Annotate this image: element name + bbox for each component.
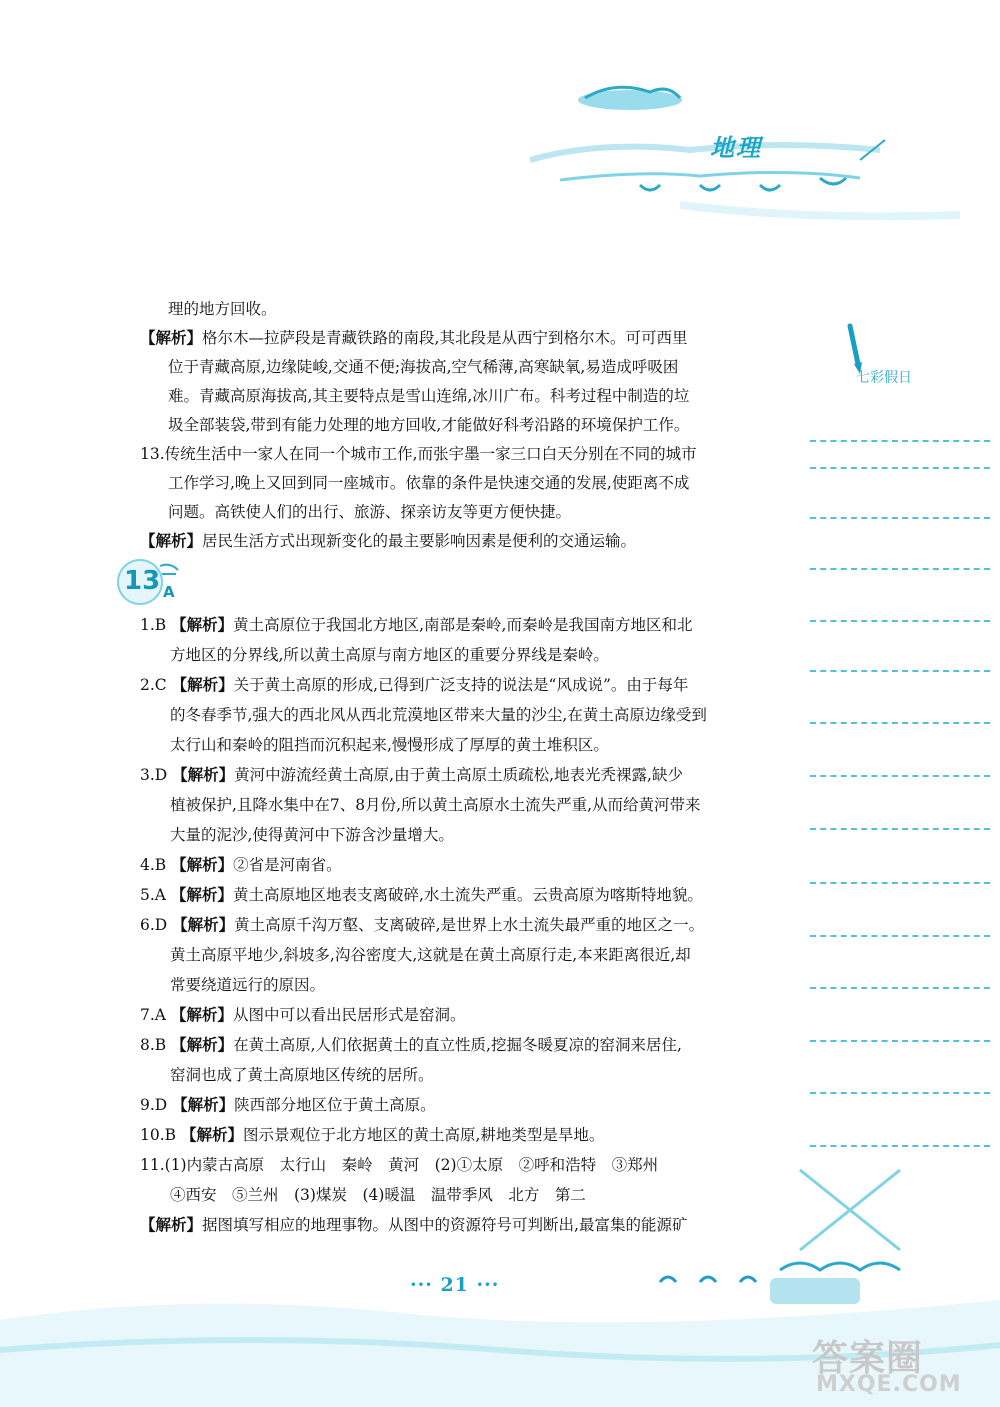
note-line	[810, 882, 990, 884]
question-line: 8.B 【解析】在黄土高原,人们依据黄土的直立性质,挖掘冬暖夏凉的窑洞来居住,	[140, 1035, 682, 1054]
series-label: 七彩假日	[856, 370, 912, 386]
note-line	[810, 935, 990, 937]
text-line: 窑洞也成了黄土高原地区传统的居所。	[170, 1066, 434, 1084]
note-line	[810, 1092, 990, 1094]
text-line: 大量的泥沙,使得黄河中下游含沙量增大。	[170, 826, 454, 844]
note-line	[810, 987, 990, 989]
section-letter: A	[163, 583, 175, 601]
note-line	[810, 775, 990, 777]
question-line: 11.(1)内蒙古高原 太行山 秦岭 黄河 (2)①太原 ②呼和浩特 ③郑州	[140, 1156, 659, 1174]
text-line: 位于青藏高原,边缘陡峻,交通不便;海拔高,空气稀薄,高寒缺氧,易造成呼吸困	[168, 358, 679, 376]
question-line: 9.D 【解析】陕西部分地区位于黄土高原。	[140, 1095, 436, 1114]
text-line: 【解析】格尔木—拉萨段是青藏铁路的南段,其北段是从西宁到格尔木。可可西里	[140, 328, 688, 347]
question-line: 6.D 【解析】黄土高原千沟万壑、支离破碎,是世界上水土流失最严重的地区之一。	[140, 915, 705, 934]
note-line	[810, 568, 990, 570]
text-line: ④西安 ⑤兰州 (3)煤炭 (4)暖温 温带季风 北方 第二	[170, 1186, 586, 1204]
question-line: 1.B 【解析】黄土高原位于我国北方地区,南部是秦岭,而秦岭是我国南方地区和北	[140, 615, 693, 634]
watermark-text: 答案圈	[812, 1338, 924, 1379]
subject-title: 地理	[710, 134, 762, 162]
text-line: 常要绕道远行的原因。	[170, 976, 326, 994]
note-line	[810, 467, 990, 469]
question-line: 7.A 【解析】从图中可以看出民居形式是窑洞。	[140, 1005, 466, 1024]
page-number: ··· 21 ···	[410, 1274, 500, 1296]
note-line	[810, 1145, 990, 1147]
note-line	[810, 517, 990, 519]
question-line: 5.A 【解析】黄土高原地区地表支离破碎,水土流失严重。云贵高原为喀斯特地貌。	[140, 885, 703, 904]
question-line: 10.B 【解析】图示景观位于北方地区的黄土高原,耕地类型是旱地。	[140, 1125, 605, 1144]
text-line: 难。青藏高原海拔高,其主要特点是雪山连绵,冰川广布。科考过程中制造的垃	[168, 387, 690, 405]
text-line: 理的地方回收。	[168, 300, 277, 318]
question-line: 13.传统生活中一家人在同一个城市工作,而张宇墨一家三口白天分别在不同的城市	[140, 445, 697, 463]
header-decoration	[0, 0, 1000, 260]
text-line: 黄土高原平地少,斜坡多,沟谷密度大,这就是在黄土高原行走,本来距离很近,却	[170, 946, 691, 964]
watermark-url: MXQE.COM	[816, 1372, 962, 1397]
section-number: 13	[124, 566, 161, 596]
note-line	[810, 722, 990, 724]
text-line: 圾全部装袋,带到有能力处理的地方回收,才能做好科考沿路的环境保护工作。	[168, 416, 690, 434]
note-line	[810, 620, 990, 622]
text-line: 方地区的分界线,所以黄土高原与南方地区的重要分界线是秦岭。	[170, 646, 609, 664]
text-line: 【解析】据图填写相应的地理事物。从图中的资源符号可判断出,最富集的能源矿	[140, 1215, 688, 1234]
text-line: 问题。高铁使人们的出行、旅游、探亲访友等更方便快捷。	[168, 503, 572, 521]
text-line: 的冬春季节,强大的西北风从西北荒漠地区带来大量的沙尘,在黄土高原边缘受到	[170, 706, 707, 724]
text-line: 植被保护,且降水集中在7、8月份,所以黄土高原水土流失严重,从而给黄河带来	[170, 796, 701, 814]
note-line	[810, 1040, 990, 1042]
question-line: 2.C 【解析】关于黄土高原的形成,已得到广泛支持的说法是“风成说”。由于每年	[140, 675, 689, 694]
note-line	[810, 670, 990, 672]
question-line: 3.D 【解析】黄河中游流经黄土高原,由于黄土高原土质疏松,地表光秃裸露,缺少	[140, 765, 683, 784]
text-line: 【解析】居民生活方式出现新变化的最主要影响因素是便利的交通运输。	[140, 531, 637, 550]
text-line: 工作学习,晚上又回到同一座城市。依靠的条件是快速交通的发展,使距离不成	[168, 474, 690, 492]
note-line	[810, 440, 990, 442]
text-line: 太行山和秦岭的阻挡而沉积起来,慢慢形成了厚厚的黄土堆积区。	[170, 736, 609, 754]
question-line: 4.B 【解析】②省是河南省。	[140, 855, 342, 874]
note-line	[810, 828, 990, 830]
